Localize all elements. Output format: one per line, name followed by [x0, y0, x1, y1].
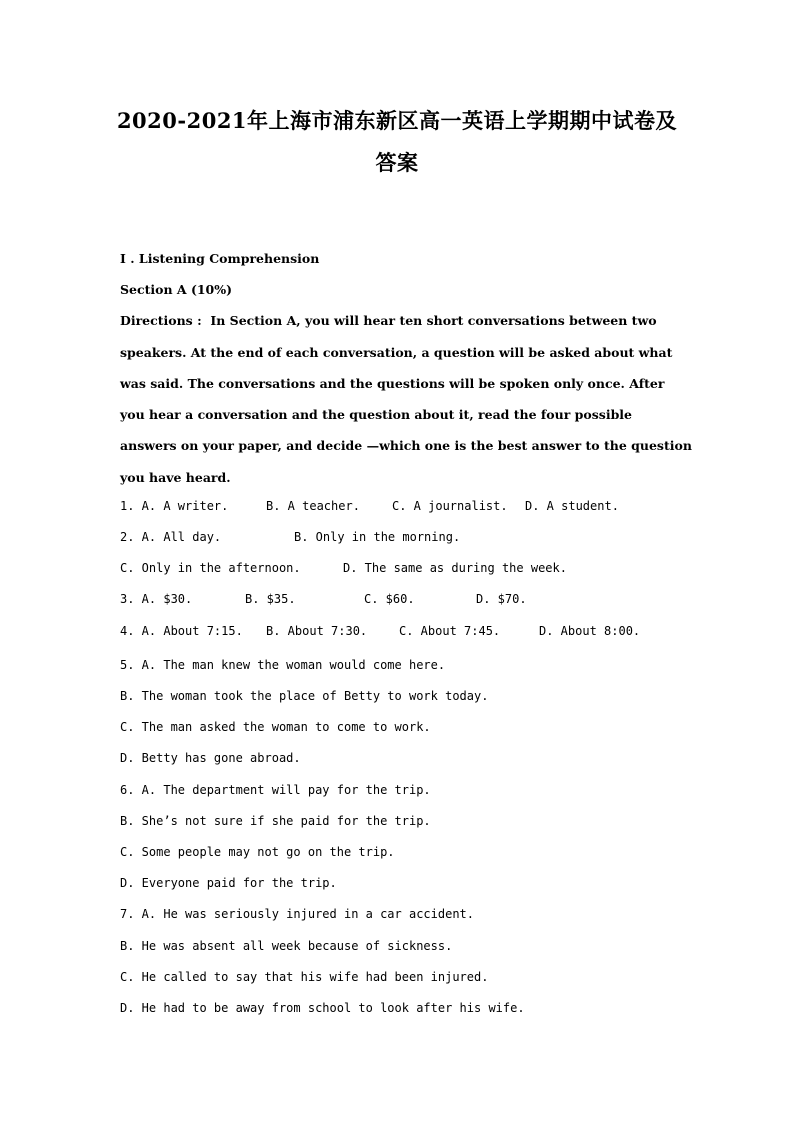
q3-option-d: D. $70.: [476, 592, 527, 606]
q6-option-a: 6. A. The department will pay for the trip.: [120, 783, 431, 797]
q1-option-a: 1. A. A writer.: [120, 499, 229, 513]
q2-option-a: 2. A. All day.: [120, 530, 222, 544]
directions-line: Directions : In Section A, you will hear ten short conversations between two: [120, 313, 657, 328]
q5-option-a: 5. A. The man knew the woman would come here.: [120, 658, 446, 672]
q7-option-a: 7. A. He was seriously injured in a car accident.: [120, 907, 475, 921]
q6-option-b: B. She’s not sure if she paid for the trip.: [120, 814, 431, 828]
q2-option-c: C. Only in the afternoon.: [120, 561, 301, 575]
q6-option-d: D. Everyone paid for the trip.: [120, 876, 337, 890]
q7-option-d: D. He had to be away from school to look after his wife.: [120, 1001, 525, 1015]
q3-option-a: 3. A. $30.: [120, 592, 193, 606]
q2-option-b: B. Only in the morning.: [294, 530, 461, 544]
q4-option-b: B. About 7:30.: [266, 624, 368, 638]
q7-option-b: B. He was absent all week because of sickness.: [120, 939, 453, 953]
q3-option-b: B. $35.: [245, 592, 296, 606]
directions-line: answers on your paper, and decide —which one is the best answer to the question: [120, 438, 692, 453]
q1-option-b: B. A teacher.: [266, 499, 360, 513]
directions-line: speakers. At the end of each conversation, a question will be asked about what: [120, 345, 673, 360]
q4-option-c: C. About 7:45.: [399, 624, 501, 638]
q5-option-c: C. The man asked the woman to come to work.: [120, 720, 431, 734]
document-title: 2020-2021年上海市浦东新区高一英语上学期期中试卷及答案: [116, 108, 678, 175]
directions-line: was said. The conversations and the questions will be spoken only once. After: [120, 376, 665, 391]
q4-option-a: 4. A. About 7:15.: [120, 624, 243, 638]
directions-line: you hear a conversation and the question about it, read the four possible: [120, 407, 633, 422]
q2-option-d: D. The same as during the week.: [343, 561, 567, 575]
directions-line: you have heard.: [120, 470, 231, 485]
q7-option-c: C. He called to say that his wife had been injured.: [120, 970, 489, 984]
q1-option-d: D. A student.: [525, 499, 619, 513]
section-a-heading: Section A (10%): [120, 282, 233, 297]
q6-option-c: C. Some people may not go on the trip.: [120, 845, 395, 859]
q5-option-d: D. Betty has gone abroad.: [120, 751, 301, 765]
q5-option-b: B. The woman took the place of Betty to work today.: [120, 689, 489, 703]
q3-option-c: C. $60.: [364, 592, 415, 606]
q4-option-d: D. About 8:00.: [539, 624, 641, 638]
section-heading: I . Listening Comprehension: [120, 251, 320, 266]
q1-option-c: C. A journalist.: [392, 499, 508, 513]
